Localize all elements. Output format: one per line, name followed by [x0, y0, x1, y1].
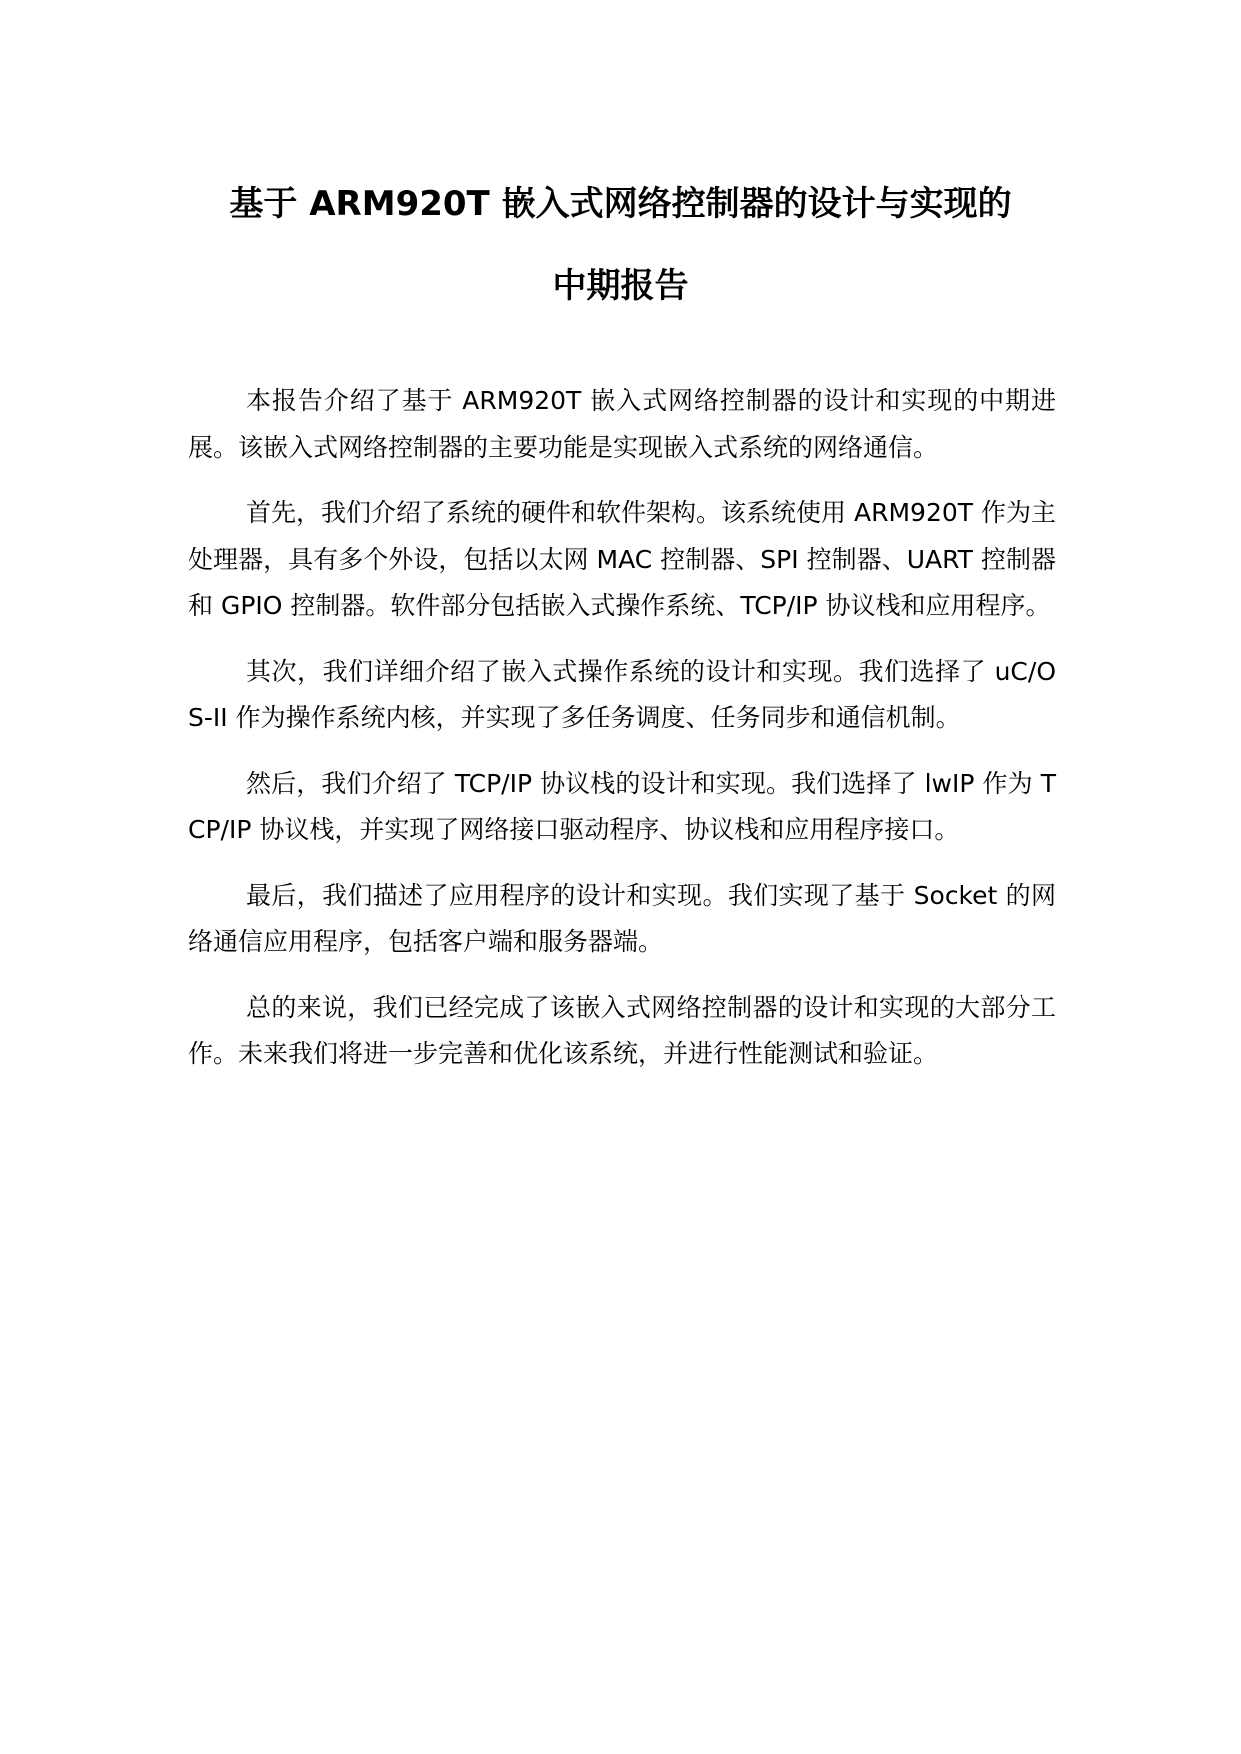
document-body [188, 378, 1056, 1097]
paragraph-operating-system: 其次，我们详细介绍了嵌入式操作系统的设计和实现。我们选择了 uC/OS-II 作为操作系统内核，并实现了多任务调度、任务同步和通信机制。 [188, 656, 1056, 732]
paragraph-introduction: 本报告介绍了基于 ARM920T 嵌入式网络控制器的设计和实现的中期进展。该嵌入式网络控制器的主要功能是实现嵌入式系统的网络通信。 [188, 386, 1056, 462]
document-title-line-1: 基于 ARM920T 嵌入式网络控制器的设计与实现的 [229, 184, 1012, 224]
paragraph-tcpip-stack: 然后，我们介绍了 TCP/IP 协议栈的设计和实现。我们选择了 lwIP 作为 TCP/IP 协议栈，并实现了网络接口驱动程序、协议栈和应用程序接口。 [188, 768, 1056, 844]
paragraph-summary: 总的来说，我们已经完成了该嵌入式网络控制器的设计和实现的大部分工作。未来我们将进一步完善和优化该系统，并进行性能测试和验证。 [188, 992, 1056, 1068]
paragraph-architecture: 首先，我们介绍了系统的硬件和软件架构。该系统使用 ARM920T 作为主处理器，具有多个外设，包括以太网 MAC 控制器、SPI 控制器、UART 控制器和 GPIO 控制器。软件部分包括嵌入式操作系统、TCP/IP 协议栈和应用程序。 [188, 498, 1056, 620]
paragraph-application: 最后，我们描述了应用程序的设计和实现。我们实现了基于 Socket 的网络通信应用程序，包括客户端和服务器端。 [188, 880, 1056, 956]
document-title-line-2: 中期报告 [552, 266, 689, 306]
